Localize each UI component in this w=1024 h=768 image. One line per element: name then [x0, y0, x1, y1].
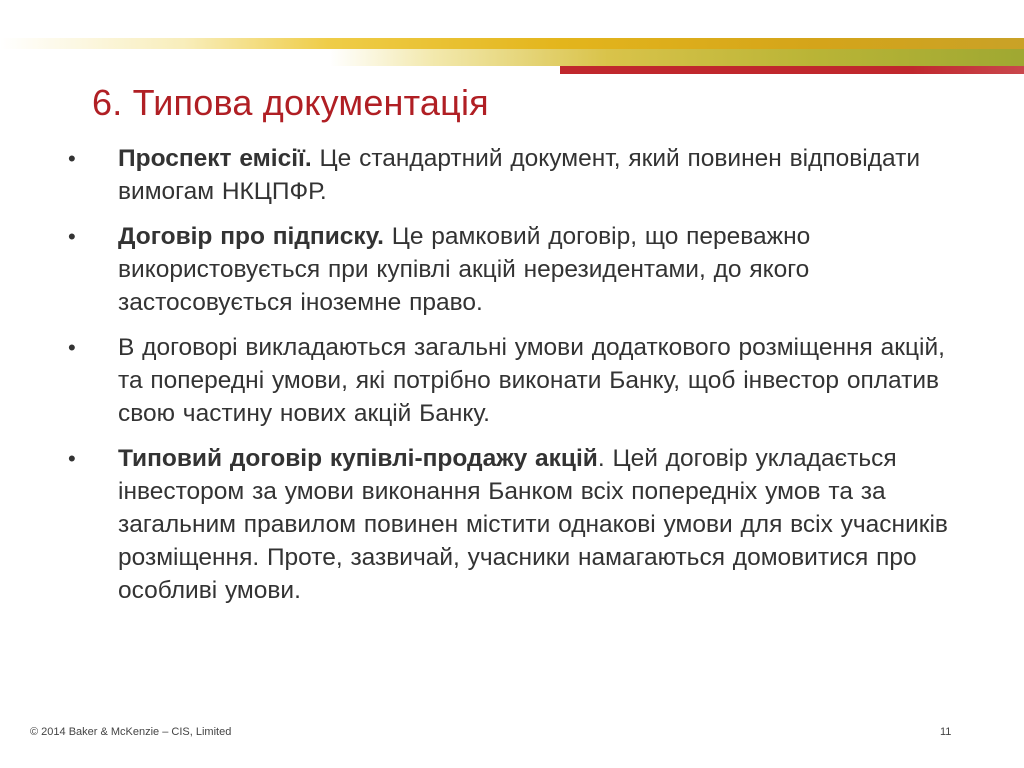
slide-title: 6. Типова документація	[92, 82, 489, 123]
header-olive-bar	[330, 49, 1024, 66]
bullet-icon: •	[68, 224, 76, 249]
page-number: 11	[940, 726, 952, 738]
bullet-item-subscription	[60, 220, 960, 319]
footer-copyright: © 2014 Baker & McKenzie – CIS, Limited	[30, 726, 232, 738]
bullet-item-conditions	[60, 331, 960, 430]
bullet-text: . Цей договір укладається інвестором за умови виконання Банком всіх попередніх умов та за загальним правилом повинен містити однакові умови для всіх учасників розміщення. Проте, зазвичай, учасники намагаються домовитися про особливі умови.	[118, 445, 948, 604]
bullet-item-prospectus	[60, 142, 960, 208]
bullet-icon: •	[68, 335, 76, 360]
bullet-text: Це рамковий договір, що переважно використовується при купівлі акцій нерезидентами, до якого застосовується іноземне право.	[118, 223, 811, 316]
bullet-text: В договорі викладаються загальні умови додаткового розміщення акцій, та попередні умови, які потрібно виконати Банку, щоб інвестор оплатив свою частину нових акцій Банку.	[118, 334, 945, 427]
bullet-heading: Типовий договір купівлі-продажу акцій	[118, 445, 598, 472]
bullet-icon: •	[68, 446, 76, 471]
header-red-bar	[560, 66, 1024, 74]
bullet-list	[60, 142, 960, 619]
bullet-heading: Договір про підписку.	[118, 223, 384, 250]
bullet-heading: Проспект емісії.	[118, 145, 312, 172]
bullet-text: Це стандартний документ, який повинен відповідати вимогам НКЦПФР.	[118, 145, 921, 205]
bullet-item-purchase-agreement	[60, 442, 960, 607]
bullet-icon: •	[68, 146, 76, 171]
header-gold-bar	[0, 38, 1024, 49]
